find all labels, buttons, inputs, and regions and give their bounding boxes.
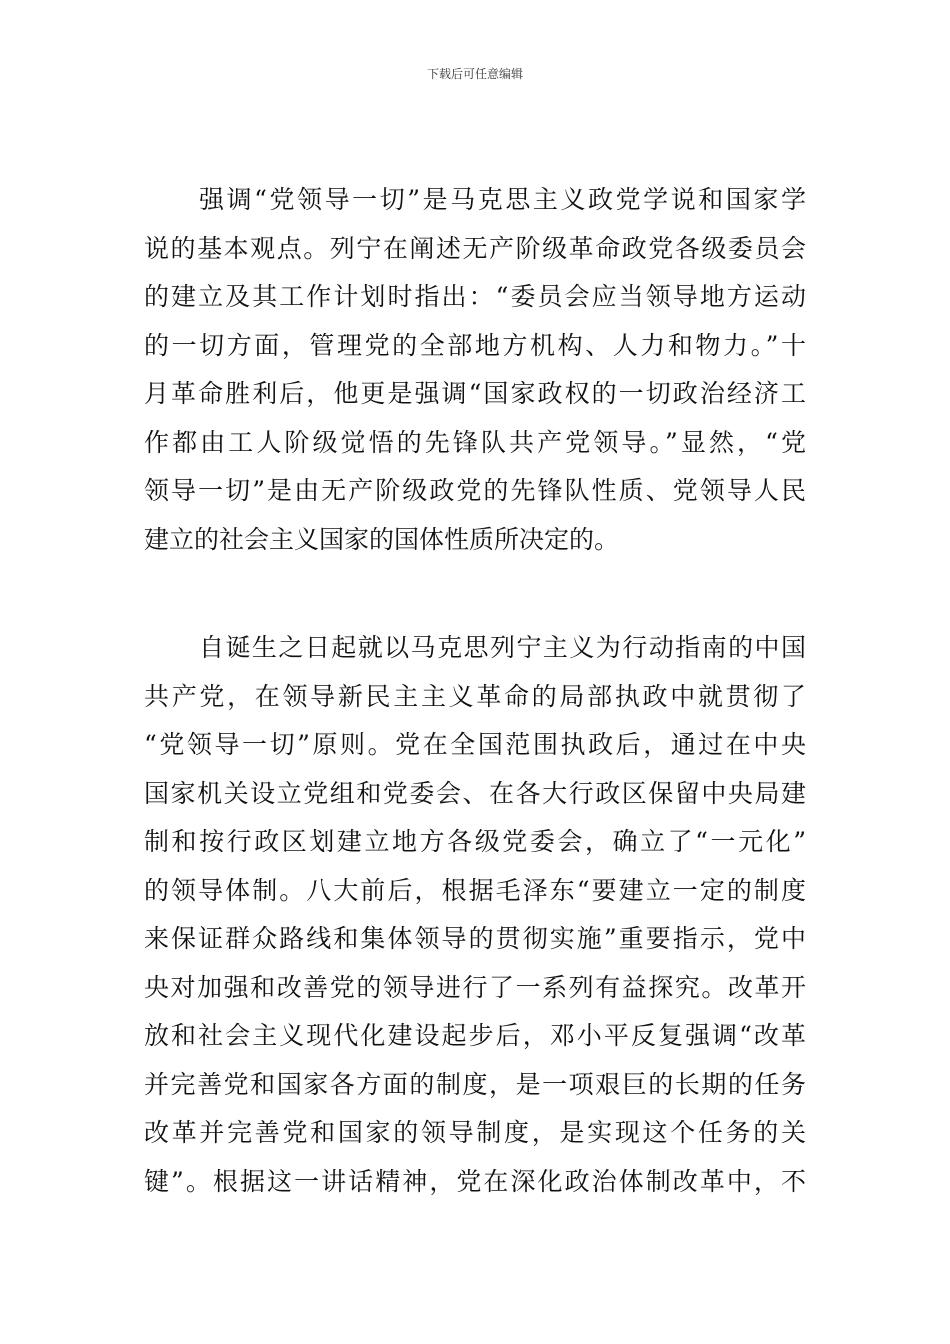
paragraph-2: [144, 624, 806, 1206]
paragraph-line: 央对加强和改善党的领导进行了一系列有益探究。改革开: [144, 972, 806, 1002]
paragraph-line: 说的基本观点。列宁在阐述无产阶级革命政党各级委员会: [144, 233, 806, 263]
paragraph-line: 的一切方面，管理党的全部地方机构、人力和物力。”十: [144, 330, 806, 360]
paragraph-line: 国家机关设立党组和党委会、在各大行政区保留中央局建: [144, 778, 806, 808]
paragraph-line: 月革命胜利后，他更是强调“国家政权的一切政治经济工: [144, 379, 806, 408]
paragraph-line: 自诞生之日起就以马克思列宁主义为行动指南的中国: [199, 633, 806, 662]
paragraph-line: 并完善党和国家各方面的制度，是一项艰巨的长期的任务: [144, 1069, 806, 1099]
paragraph-line: 建立的社会主义国家的国体性质所决定的。: [144, 524, 620, 554]
paragraph-line: “党领导一切”原则。党在全国范围执政后，通过在中央: [144, 730, 806, 759]
paragraph-1: [144, 176, 806, 564]
paragraph-line: 制和按行政区划建立地方各级党委会，确立了“一元化”: [144, 827, 806, 856]
paragraph-line: 的建立及其工作计划时指出：“委员会应当领导地方运动: [144, 282, 806, 311]
paragraph-line: 来保证群众路线和集体领导的贯彻实施”重要指示，党中: [144, 924, 806, 953]
paragraph-line: 放和社会主义现代化建设起步后，邓小平反复强调“改革: [144, 1021, 806, 1050]
paragraph-line: 强调“党领导一切”是马克思主义政党学说和国家学: [199, 185, 806, 214]
page-header-note: 下载后可任意编辑: [426, 67, 523, 81]
paragraph-line: 改革并完善党和国家的领导制度，是实现这个任务的关: [144, 1118, 806, 1147]
paragraph-line: 共产党，在领导新民主主义革命的局部执政中就贯彻了: [144, 681, 806, 711]
paragraph-line: 键”。根据这一讲话精神，党在深化政治体制改革中，不: [144, 1166, 806, 1196]
paragraph-line: 的领导体制。八大前后，根据毛泽东“要建立一定的制度: [144, 875, 806, 905]
paragraph-line: 作都由工人阶级觉悟的先锋队共产党领导。”显然，“党: [144, 427, 806, 457]
paragraph-line: 领导一切”是由无产阶级政党的先锋队性质、党领导人民: [144, 476, 806, 505]
